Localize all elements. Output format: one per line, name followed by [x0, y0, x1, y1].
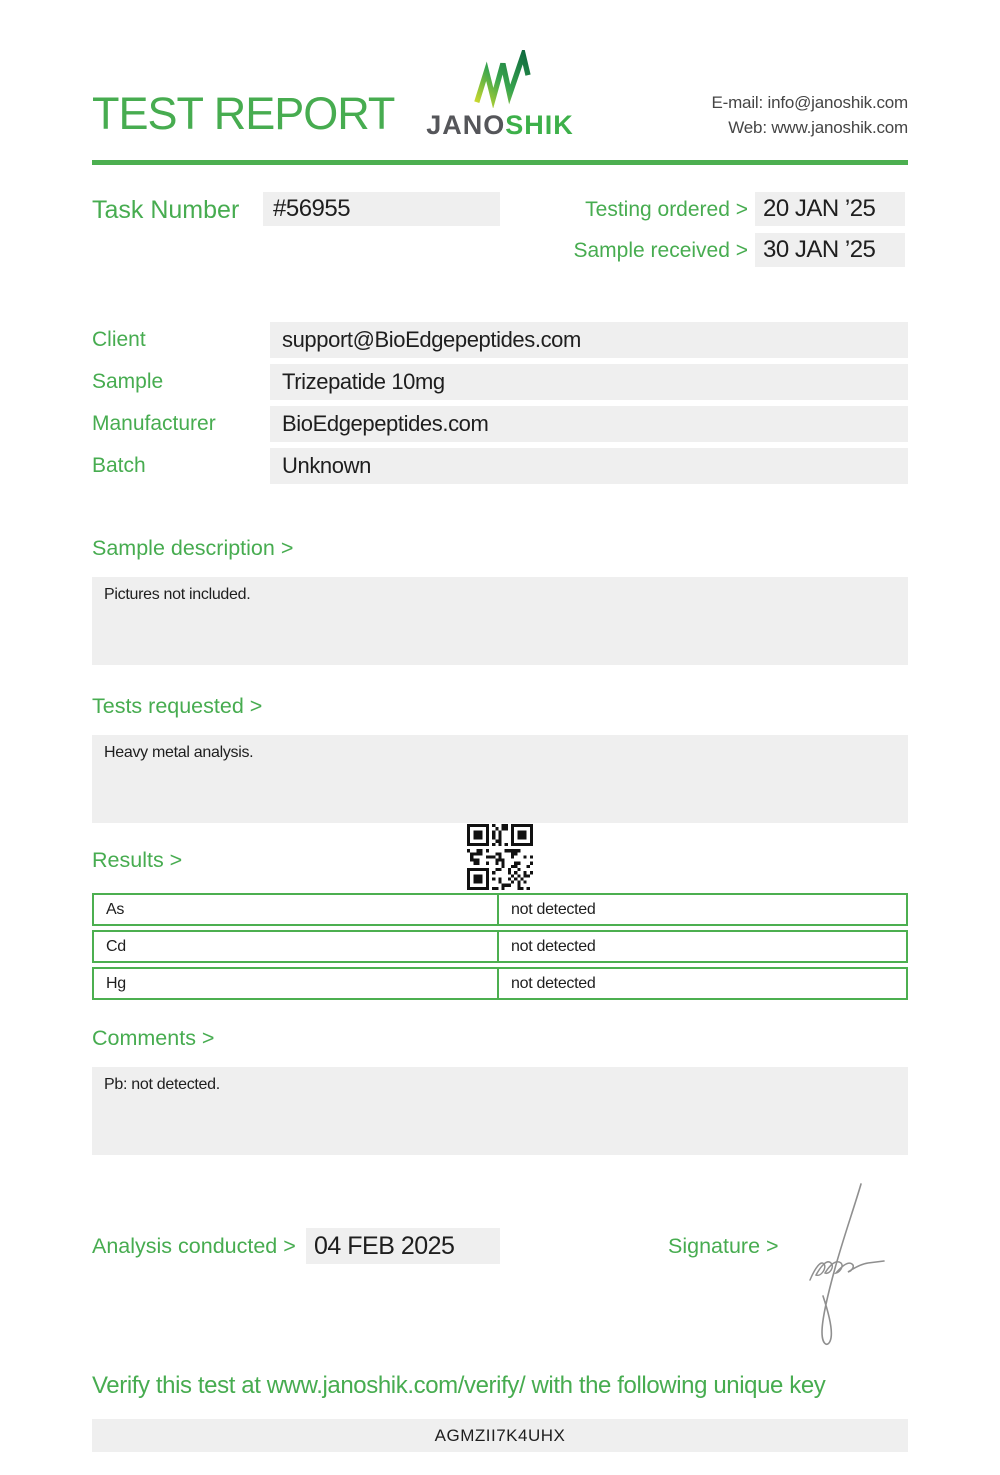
page-title: TEST REPORT [92, 88, 395, 139]
comments-heading: Comments > [92, 1026, 215, 1050]
signature-image [798, 1180, 898, 1352]
logo-wordmark-jano: JANO [426, 110, 506, 140]
analyte-cell: Hg [94, 969, 499, 998]
client-value: support@BioEdgepeptides.com [270, 322, 908, 358]
result-row-hg [92, 967, 908, 1000]
comments-box: Pb: not detected. [92, 1067, 908, 1155]
qr-code [467, 824, 533, 890]
sample-description-box: Pictures not included. [92, 577, 908, 665]
batch-value: Unknown [270, 448, 908, 484]
contact-web: Web: www.janoshik.com [728, 118, 908, 137]
analysis-date-value: 04 FEB 2025 [306, 1228, 500, 1264]
detail-row-manufacturer [92, 406, 908, 442]
tests-requested-box: Heavy metal analysis. [92, 735, 908, 823]
result-cell: not detected [511, 901, 596, 918]
analyte-cell: As [94, 895, 499, 924]
results-heading: Results > [92, 848, 183, 872]
detail-row-sample [92, 364, 908, 400]
result-row-as [92, 893, 908, 926]
testing-ordered-label: Testing ordered > [585, 198, 748, 221]
tests-requested-heading: Tests requested > [92, 694, 263, 718]
brand-logo [418, 50, 582, 141]
testing-ordered-date: 20 JAN ’25 [755, 192, 905, 226]
sample-value: Trizepatide 10mg [270, 364, 908, 400]
verify-text: Verify this test at www.janoshik.com/verify/ with the following unique key [92, 1372, 826, 1399]
batch-label: Batch [92, 454, 146, 477]
header-divider [92, 160, 908, 165]
task-number-value: #56955 [263, 192, 500, 226]
contact-info [712, 90, 909, 140]
detail-row-client [92, 322, 908, 358]
result-cell: not detected [511, 938, 596, 955]
analyte-cell: Cd [94, 932, 499, 961]
detail-row-batch [92, 448, 908, 484]
contact-email: E-mail: info@janoshik.com [711, 93, 908, 112]
unique-key-box: AGMZII7K4UHX [92, 1419, 908, 1452]
sample-label: Sample [92, 370, 164, 393]
sample-received-date: 30 JAN ’25 [755, 233, 905, 267]
manufacturer-label: Manufacturer [92, 412, 216, 435]
logo-wordmark [418, 110, 582, 141]
logo-wordmark-shik: SHIK [505, 110, 574, 140]
client-label: Client [92, 328, 146, 351]
result-row-cd [92, 930, 908, 963]
task-number-label: Task Number [92, 196, 240, 224]
analysis-conducted-label: Analysis conducted > [92, 1234, 296, 1258]
sample-description-heading: Sample description > [92, 536, 294, 560]
logo-chart-icon [452, 50, 548, 108]
signature-label: Signature > [668, 1234, 779, 1258]
sample-received-label: Sample received > [573, 239, 748, 262]
result-cell: not detected [511, 975, 596, 992]
manufacturer-value: BioEdgepeptides.com [270, 406, 908, 442]
